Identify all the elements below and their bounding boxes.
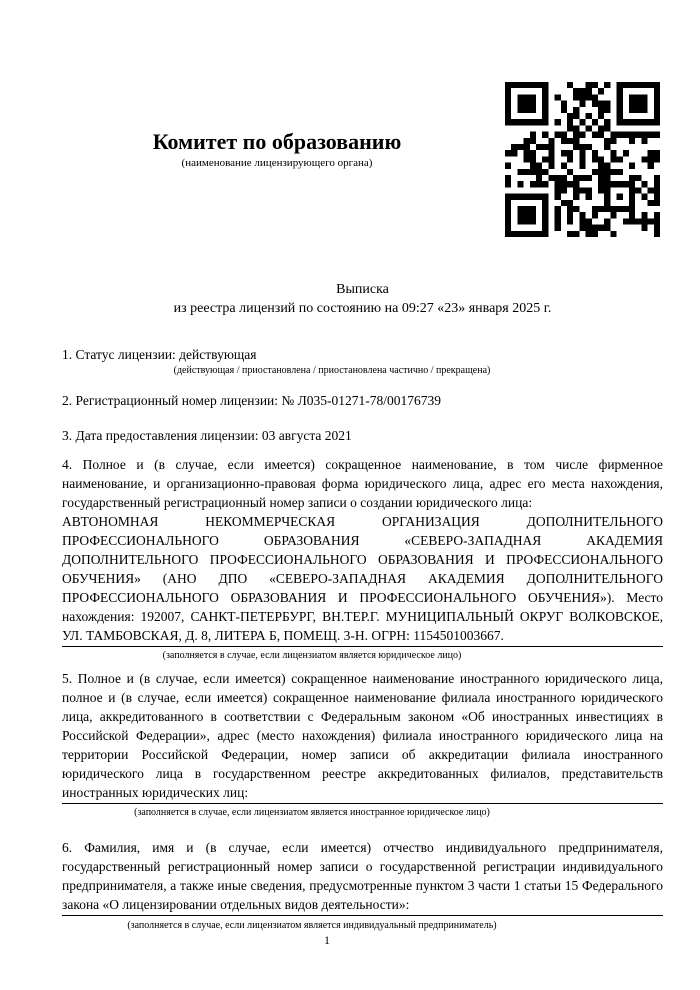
- licensing-authority-caption: (наименование лицензирующего органа): [181, 157, 373, 169]
- foreign-entity-paragraph: 5. Полное и (в случае, если имеется) сокращенное наименование иностранного юридического лица, полное и (в случае, если имеется) сокращенное наименование филиала иностранного юридического лица, аккредитованного в соответствии с Федеральным законом «Об иностранных инвестициях в Российской Федерации», адрес (место нахождения) филиала иностранного юридического лица на территории Российской Федерации, номер записи об аккредитации филиала иностранного юридического лица в государственном реестре аккредитованных филиалов, представительств иностранных юридических лиц:: [62, 671, 663, 800]
- licensing-authority-name: Комитет по образованию: [152, 129, 402, 154]
- license-status-options-caption: (действующая / приостановлена / приостановлена частично / прекращена): [173, 365, 491, 376]
- legal-entity-intro-paragraph: 4. Полное и (в случае, если имеется) сокращенное наименование, в том числе фирменное наименование, и организационно-правовая форма юридического лица, адрес его места нахождения, государственный регистрационный номер записи о создании юридического лица:: [62, 457, 663, 510]
- document-title: [62, 281, 663, 318]
- legal-entity-underline: [62, 646, 663, 647]
- document-title-line2: из реестра лицензий по состоянию на 09:27 «23» января 2025 г.: [173, 300, 552, 316]
- foreign-entity-caption: (заполняется в случае, если лицензиатом является иностранное юридическое лицо): [134, 807, 490, 818]
- entrepreneur-paragraph: 6. Фамилия, имя и (в случае, если имеется) отчество индивидуального предпринимателя, государственный регистрационный номер записи о государственной регистрации индивидуального предпринимателя, а также иные сведения, предусмотренные пунктом 3 части 1 статьи 15 Федерального закона «О лицензировании отдельных видов деятельности»:: [62, 840, 663, 912]
- grant-date-line: 3. Дата предоставления лицензии: 03 августа 2021: [62, 428, 352, 443]
- foreign-entity-underline: [62, 803, 663, 804]
- document-title-line1: Выписка: [336, 282, 389, 297]
- document-body: [62, 281, 663, 932]
- legal-entity-name-paragraph: АВТОНОМНАЯ НЕКОММЕРЧЕСКАЯ ОРГАНИЗАЦИЯ ДОПОЛНИТЕЛЬНОГО ПРОФЕССИОНАЛЬНОГО ОБРАЗОВАНИЯ «СЕВЕРО-ЗАПАДНАЯ АКАДЕМИЯ ДОПОЛНИТЕЛЬНОГО ПРОФЕССИОНАЛЬНОГО ОБРАЗОВАНИЯ И ПРОФЕССИОНАЛЬНОГО ОБУЧЕНИЯ» (АНО ДПО «СЕВЕРО-ЗАПАДНАЯ АКАДЕМИЯ ДОПОЛНИТЕЛЬНОГО ПРОФЕССИОНАЛЬНОГО ОБРАЗОВАНИЯ И ПРОФЕССИОНАЛЬНОГО ОБУЧЕНИЯ»). Место нахождения: 192007, САНКТ-ПЕТЕРБУРГ, ВН.ТЕР.Г. МУНИЦИПАЛЬНЫЙ ОКРУГ ВОЛКОВСКОЕ, УЛ. ТАМБОВСКАЯ, Д. 8, ЛИТЕРА Б, ПОМЕЩ. 3-Н. ОГРН: 1154501003667.: [62, 514, 663, 643]
- entrepreneur-underline: [62, 915, 663, 916]
- legal-entity-caption: (заполняется в случае, если лицензиатом является юридическое лицо): [162, 650, 462, 661]
- qr-code-image: [505, 82, 660, 237]
- entrepreneur-caption: (заполняется в случае, если лицензиатом является индивидуальный предприниматель): [127, 920, 497, 931]
- registration-number-line: 2. Регистрационный номер лицензии: № Л035-01271-78/00176739: [62, 393, 442, 408]
- page-number: 1: [324, 933, 330, 947]
- license-status-line: 1. Статус лицензии: действующая: [62, 347, 257, 362]
